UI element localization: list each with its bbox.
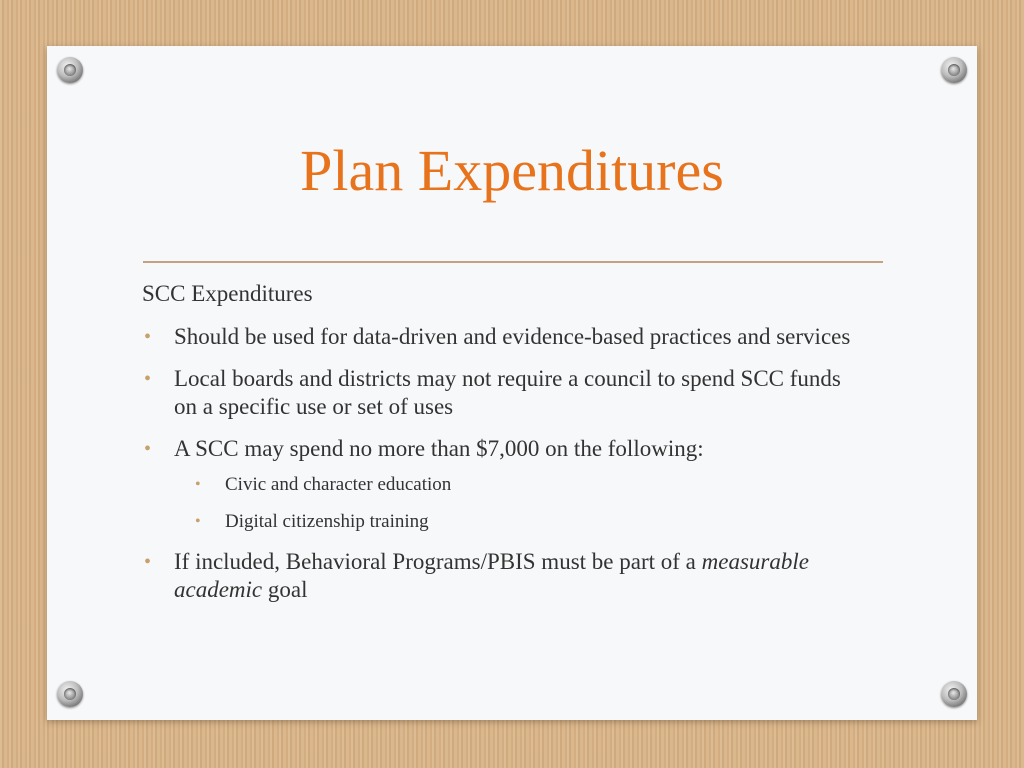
bullet-icon: • [195,476,201,493]
sub-list-item-text: Civic and character education [225,474,452,495]
bullet-list [142,323,862,604]
list-item [142,323,862,351]
pushpin-icon [57,681,83,707]
list-item-text: Should be used for data-driven and evidence-based practices and services [174,324,851,349]
pushpin-icon [941,57,967,83]
sub-list-item [174,473,862,497]
title-divider [143,261,883,263]
pushpin-icon [941,681,967,707]
bullet-icon: • [144,438,152,460]
list-item [142,365,862,421]
emphasis-text: measurable academic [174,549,809,602]
list-item-text-before: If included, Behavioral Programs/PBIS must be part of a [174,549,696,574]
list-item-text [174,549,809,602]
section-heading: SCC Expenditures [142,281,313,306]
bullet-icon: • [195,513,201,530]
list-item-text: Local boards and districts may not require a council to spend SCC funds on a specific use or set of uses [174,366,841,419]
list-item [142,548,862,604]
sub-bullet-list [174,473,862,534]
slide-title: Plan Expenditures [300,138,724,203]
sub-list-item [174,510,862,534]
list-item-text: A SCC may spend no more than $7,000 on the following: [174,436,704,461]
list-item-text-after: goal [267,577,308,602]
bullet-icon: • [144,551,152,573]
bullet-icon: • [144,326,152,348]
slide-content [142,280,862,618]
sub-list-item-text: Digital citizenship training [225,511,429,532]
list-item [142,435,862,534]
pushpin-icon [57,57,83,83]
bullet-icon: • [144,368,152,390]
slide-card [47,46,977,720]
